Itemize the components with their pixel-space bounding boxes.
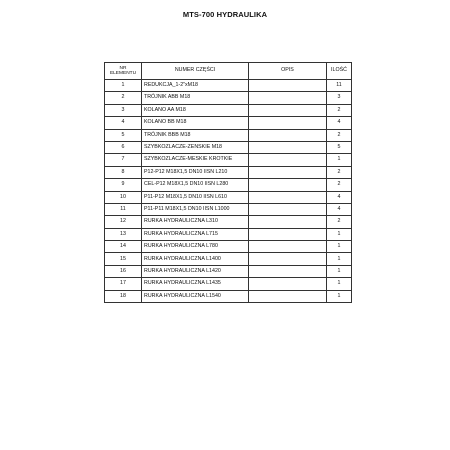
table-row [105, 290, 352, 302]
cell-description [249, 241, 327, 253]
table-row [105, 117, 352, 129]
cell-description [249, 278, 327, 290]
cell-quantity: 1 [327, 265, 352, 277]
parts-table-body [105, 80, 352, 303]
cell-quantity: 1 [327, 228, 352, 240]
cell-nr: 12 [105, 216, 142, 228]
table-row [105, 241, 352, 253]
cell-part-number: P12-P12 M18X1,5 DN10 IISN L210 [142, 166, 249, 178]
header-nr: NR ELEMENTU [105, 63, 142, 80]
header-description: OPIS [249, 63, 327, 80]
cell-description [249, 290, 327, 302]
cell-quantity: 2 [327, 179, 352, 191]
cell-description [249, 216, 327, 228]
cell-part-number: RURKA HYDRAULICZNA L1540 [142, 290, 249, 302]
table-row [105, 216, 352, 228]
cell-nr: 7 [105, 154, 142, 166]
table-row [105, 191, 352, 203]
cell-description [249, 191, 327, 203]
cell-description [249, 228, 327, 240]
cell-quantity: 4 [327, 203, 352, 215]
cell-part-number: TRÓJNIK BBB M18 [142, 129, 249, 141]
cell-nr: 9 [105, 179, 142, 191]
cell-quantity: 5 [327, 141, 352, 153]
cell-part-number: RURKA HYDRAULICZNA L715 [142, 228, 249, 240]
parts-table-header [105, 63, 352, 80]
cell-quantity: 2 [327, 216, 352, 228]
parts-table [104, 62, 352, 303]
cell-quantity: 1 [327, 290, 352, 302]
cell-part-number: KOLANO BB M18 [142, 117, 249, 129]
cell-description [249, 141, 327, 153]
cell-quantity: 2 [327, 104, 352, 116]
table-row [105, 104, 352, 116]
table-row [105, 265, 352, 277]
cell-quantity: 2 [327, 129, 352, 141]
cell-quantity: 1 [327, 154, 352, 166]
cell-nr: 11 [105, 203, 142, 215]
cell-nr: 2 [105, 92, 142, 104]
table-row [105, 253, 352, 265]
table-row [105, 129, 352, 141]
cell-description [249, 203, 327, 215]
cell-description [249, 253, 327, 265]
cell-description [249, 129, 327, 141]
cell-nr: 17 [105, 278, 142, 290]
table-row [105, 179, 352, 191]
cell-quantity: 1 [327, 253, 352, 265]
cell-part-number: RURKA HYDRAULICZNA L1400 [142, 253, 249, 265]
cell-nr: 14 [105, 241, 142, 253]
document-title: MTS-700 HYDRAULIKA [182, 10, 268, 19]
header-row [105, 63, 352, 80]
table-row [105, 203, 352, 215]
header-quantity: ILOŚĆ [327, 63, 352, 80]
cell-part-number: CEL-P12 M18X1,5 DN10 IISN L280 [142, 179, 249, 191]
cell-quantity: 1 [327, 278, 352, 290]
cell-nr: 4 [105, 117, 142, 129]
cell-nr: 15 [105, 253, 142, 265]
cell-description [249, 92, 327, 104]
cell-nr: 8 [105, 166, 142, 178]
cell-nr: 6 [105, 141, 142, 153]
cell-quantity: 11 [327, 80, 352, 92]
table-row [105, 166, 352, 178]
cell-part-number: TRÓJNIK ABB M18 [142, 92, 249, 104]
header-part-number: NUMER CZĘŚCI [142, 63, 249, 80]
cell-part-number: P11-P12 M18X1,5 DN10 IISN L610 [142, 191, 249, 203]
cell-quantity: 3 [327, 92, 352, 104]
cell-quantity: 4 [327, 191, 352, 203]
cell-nr: 16 [105, 265, 142, 277]
cell-part-number: SZYBKOZLACZE-MESKIE KROTKIE [142, 154, 249, 166]
cell-nr: 13 [105, 228, 142, 240]
table-row [105, 141, 352, 153]
cell-description [249, 166, 327, 178]
cell-part-number: KOLANO AA M18 [142, 104, 249, 116]
table-row [105, 92, 352, 104]
cell-description [249, 117, 327, 129]
cell-part-number: RURKA HYDRAULICZNA L780 [142, 241, 249, 253]
cell-description [249, 80, 327, 92]
cell-part-number: P11-P11 M18X1,5 DN10 IISN L1000 [142, 203, 249, 215]
cell-nr: 5 [105, 129, 142, 141]
cell-description [249, 179, 327, 191]
cell-quantity: 4 [327, 117, 352, 129]
table-row [105, 278, 352, 290]
table-row [105, 228, 352, 240]
cell-part-number: RURKA HYDRAULICZNA L310 [142, 216, 249, 228]
table-row [105, 80, 352, 92]
cell-description [249, 265, 327, 277]
cell-description [249, 154, 327, 166]
cell-nr: 1 [105, 80, 142, 92]
cell-nr: 3 [105, 104, 142, 116]
cell-quantity: 2 [327, 166, 352, 178]
cell-part-number: REDUKCJA_1-2"xM18 [142, 80, 249, 92]
cell-part-number: SZYBKOZLACZE-ZENSKIE M18 [142, 141, 249, 153]
cell-nr: 18 [105, 290, 142, 302]
table-row [105, 154, 352, 166]
cell-part-number: RURKA HYDRAULICZNA L1420 [142, 265, 249, 277]
cell-description [249, 104, 327, 116]
cell-nr: 10 [105, 191, 142, 203]
cell-quantity: 1 [327, 241, 352, 253]
cell-part-number: RURKA HYDRAULICZNA L1435 [142, 278, 249, 290]
